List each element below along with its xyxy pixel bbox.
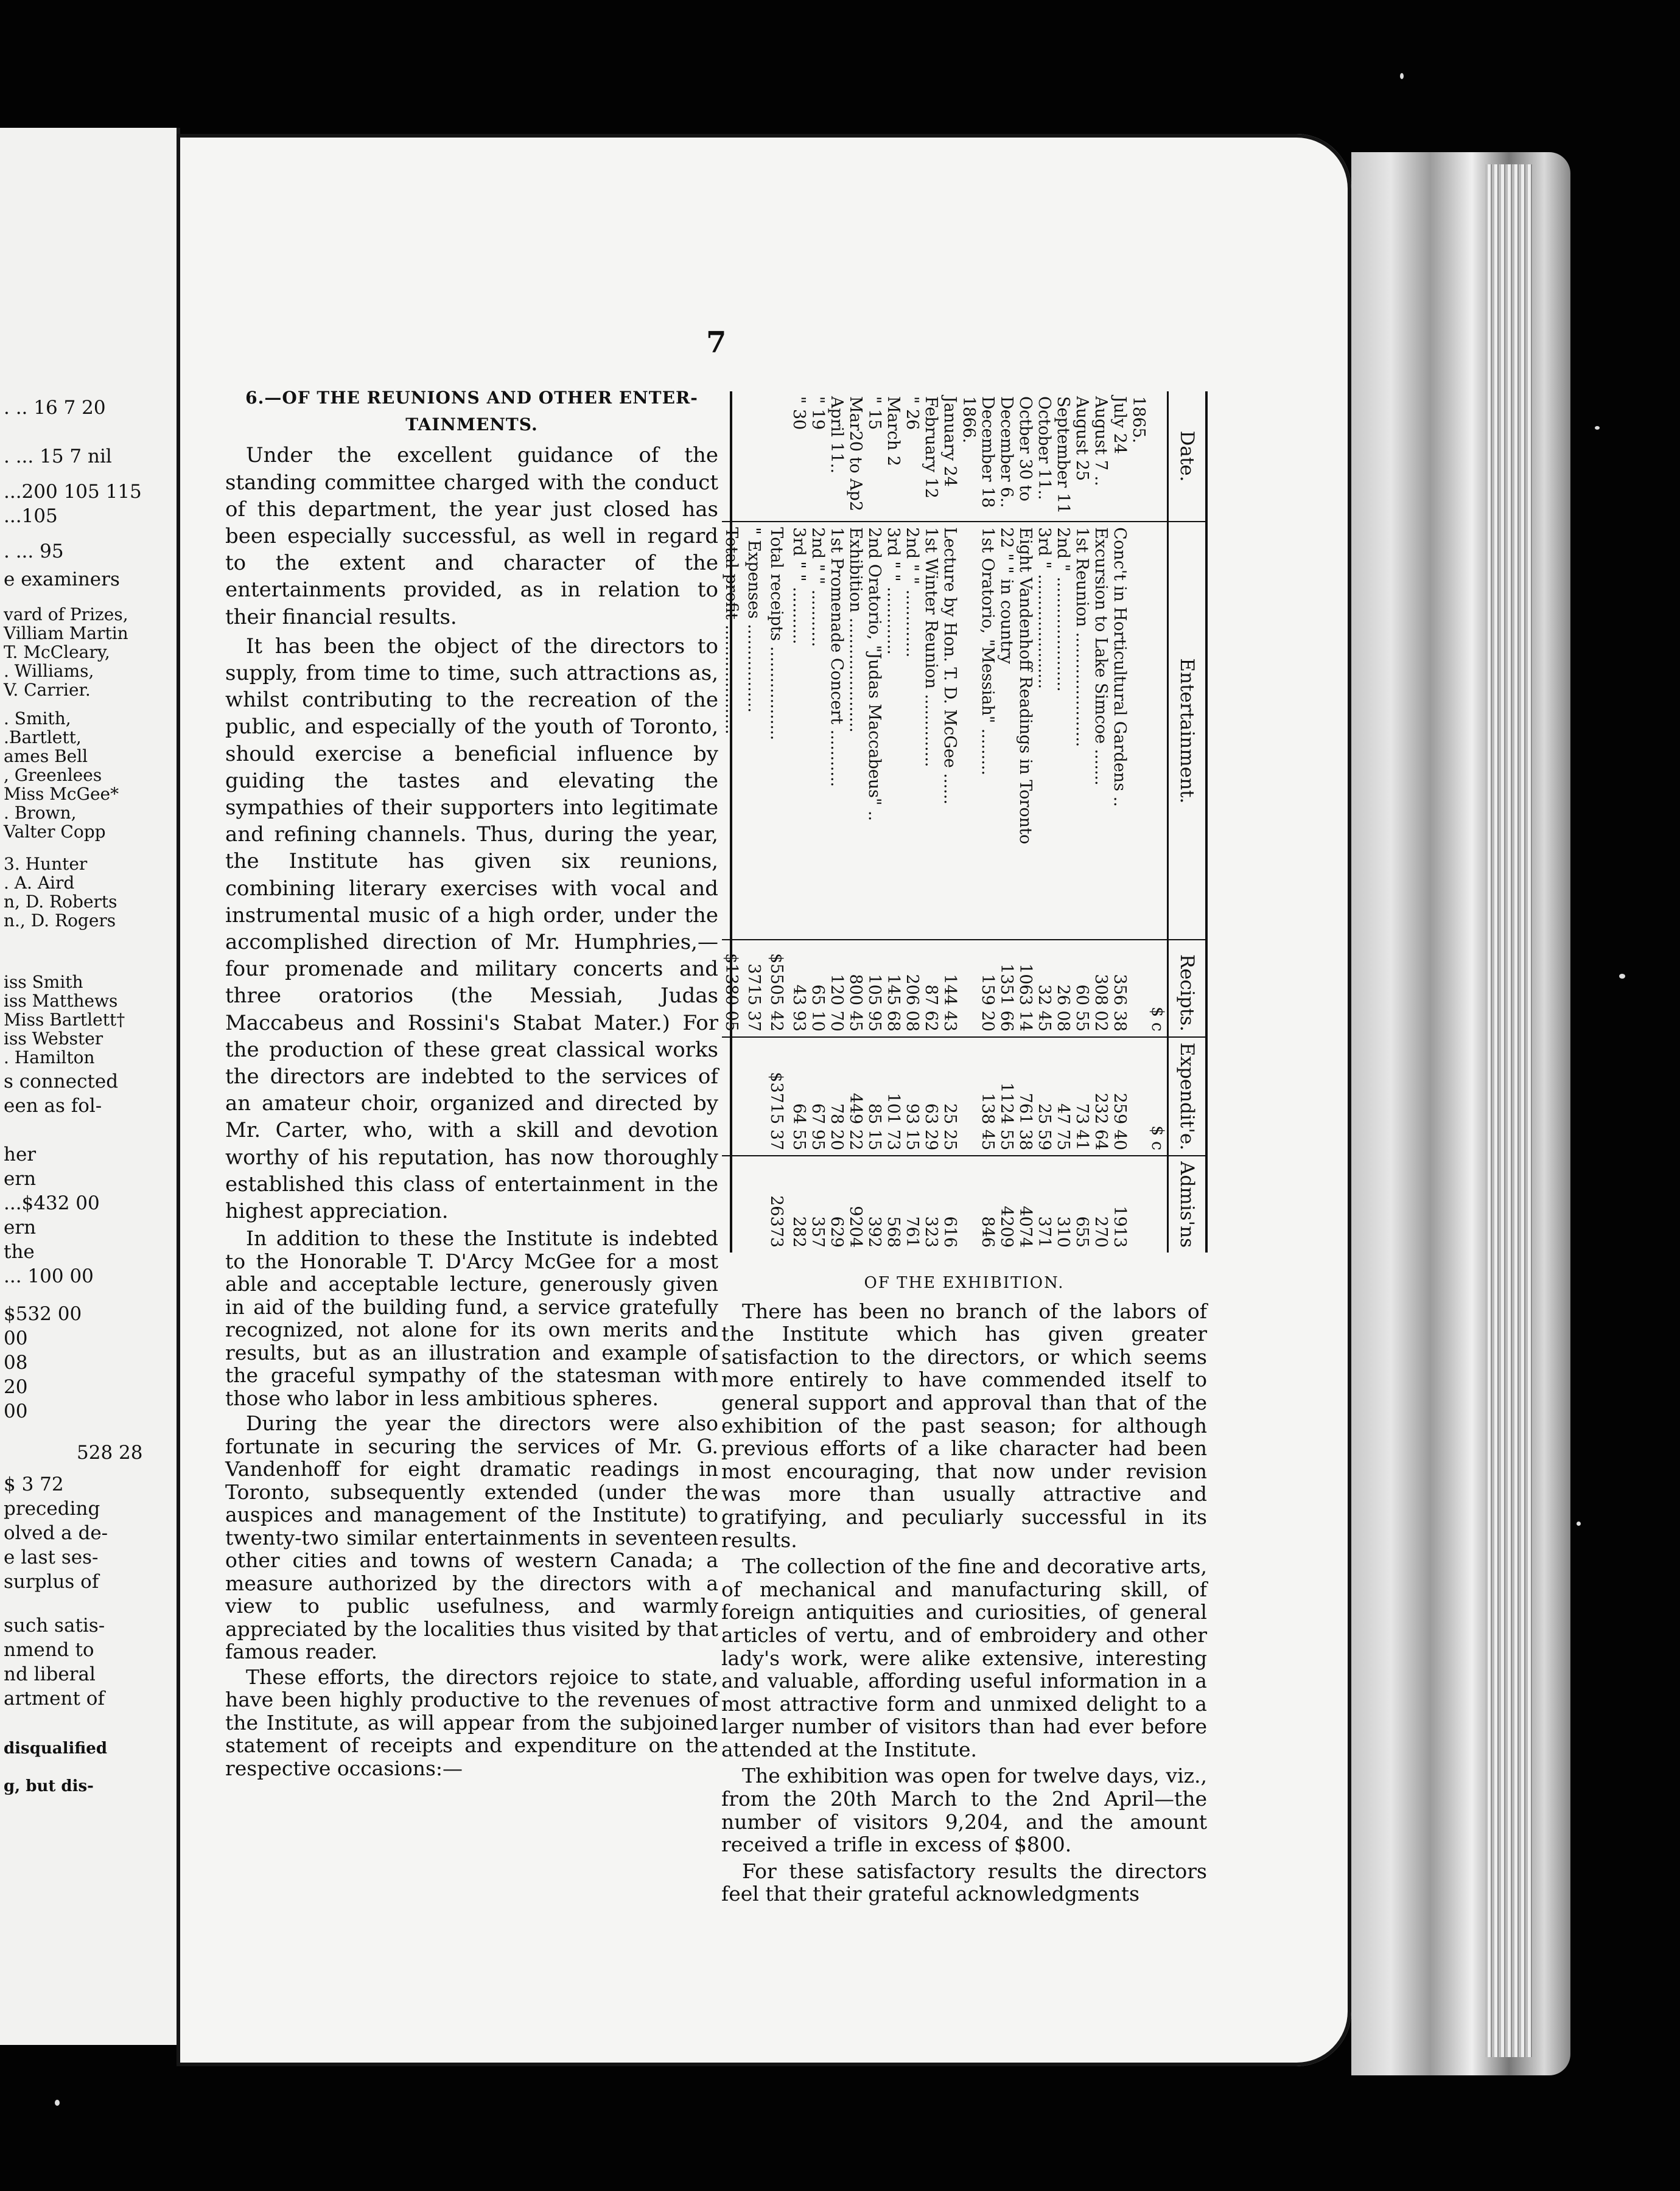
cell-entertainment: 2nd Oratorio, "Judas Maccabeus" ..: [865, 522, 884, 940]
cell-expenditure: 1124 55: [997, 1037, 1016, 1156]
cell-entertainment: 1st Reunion ......................: [1073, 522, 1091, 940]
cell-date: February 12: [922, 391, 940, 522]
cell-receipts: 145 68: [884, 940, 903, 1036]
scan-speck: [1595, 426, 1600, 430]
table-row: [1054, 391, 1073, 1253]
cell-date: January 24: [940, 391, 959, 522]
cell-date: " 30: [789, 391, 808, 522]
table-row: [903, 391, 922, 1253]
left-line: .Bartlett,: [4, 727, 82, 747]
cell-date: July 24: [1110, 391, 1129, 522]
left-line: Miss McGee*: [4, 784, 119, 804]
cell-expenditure: 64 55: [789, 1037, 808, 1156]
left-line: s connected: [4, 1071, 119, 1092]
cell-admissions: 4209: [997, 1206, 1016, 1248]
cell-receipts: 60 55: [1073, 940, 1091, 1036]
cell-entertainment: Total receipts ..................: [767, 522, 789, 940]
table-row: [884, 391, 903, 1253]
cell-date: September 11: [1054, 391, 1073, 522]
left-line: V. Carrier.: [4, 680, 91, 700]
left-page-lines: [4, 396, 142, 1798]
exhibition-section: [721, 1272, 1207, 1906]
table-row: [1091, 391, 1110, 1253]
table-row: [1016, 391, 1035, 1253]
cell-admissions: 629: [827, 1216, 846, 1248]
cell-entertainment: 3rd " " ...........: [789, 522, 808, 940]
cell-date: " 15: [865, 391, 884, 522]
cell-receipts: 308 02: [1091, 940, 1110, 1036]
left-line: n., D. Rogers: [4, 910, 116, 931]
left-line: ames Bell: [4, 746, 88, 766]
cell-receipts: 43 93: [789, 940, 808, 1036]
cell-expenditure: 25 25: [940, 1037, 959, 1156]
cell-date: [722, 391, 744, 522]
cell-date: " 19: [808, 391, 827, 522]
table-summary-row: [722, 391, 744, 1253]
cell-date: Octber 30 to: [1016, 391, 1035, 522]
table-row: [1073, 391, 1091, 1253]
scan-speck: [1577, 1522, 1581, 1526]
table-summary-row: [767, 391, 789, 1253]
cell-expenditure: 761 38: [1016, 1037, 1035, 1156]
left-line: . Smith,: [4, 708, 71, 729]
table-row: [1035, 391, 1054, 1253]
table-row: [959, 391, 978, 1253]
table-row: [940, 391, 959, 1253]
cell-entertainment: 1st Promenade Concert ...........: [827, 522, 846, 940]
exhibition-paragraph: The collection of the fine and decorative arts, of mechanical and manufacturing skill, of foreign antiquities and curiosities, of general articles of vertu, and of embroidery and other lady's work, were alike extensive, interesting and valuable, affording useful information in a most attractive form and unmixed delight to a larger number of visitors than had ever before attended at the Institute.: [721, 1554, 1207, 1761]
section-paragraph: It has been the object of the directors to supply, from time to time, such attractions as, whilst contributing to the recreation of the public, and especially of the youth of Toronto, should exercise a beneficial influence by guiding the tastes and elevating the sympathies of their supporters into legitimate and refining channels. Thus, during the year, the Institute has given six reunions, combining literary exercises with vocal and instrumental music of a high order, under the accomplished direction of Mr. Humphries,—four promenade and military concerts and three oratorios (the Messiah, Judas Maccabeus and Rossini's Stabat Mater.) For the production of these great classical works the directors are indebted to the services of an amateur choir, organized and directed by Mr. Carter, who, with a skill and devotion worthy of his reputation, has now thoroughly established this class of entertainment in the highest appreciation.: [225, 634, 718, 1224]
left-line: . ... 15 7 nil: [4, 446, 112, 467]
cell-admissions: 323: [922, 1216, 940, 1248]
section-paragraph: During the year the directors were also fortunate in securing the services of Mr. G. Vandenhoff for eight dramatic readings in Toronto, subsequently extended (under the auspices and management of the Institute) to twenty-two similar entertainments in seventeen other cities and towns of western Canada; a measure authorized by the directors with a view to public usefulness, and warmly appreciated by the localities thus visited by that famous reader.: [225, 1411, 718, 1664]
cell-entertainment: 3rd " " .............: [884, 522, 903, 940]
left-line: 00: [4, 1327, 28, 1349]
cell-expenditure: [722, 1037, 744, 1156]
cell-expenditure: 259 40: [1110, 1037, 1129, 1156]
page-edges: [1485, 164, 1534, 2057]
cell-entertainment: Exhibition ......................: [846, 522, 865, 940]
table-row: [865, 391, 884, 1253]
left-line: surplus of: [4, 1571, 99, 1593]
left-line: 528 28: [77, 1442, 143, 1464]
header-admissions: Admis'ns: [1168, 1156, 1206, 1253]
cell-admissions: 9204: [846, 1206, 865, 1248]
cell-receipts: 800 45: [846, 940, 865, 1036]
cell-date: August 7 ..: [1091, 391, 1110, 522]
table-row: [789, 391, 808, 1253]
cell-entertainment: 1st Winter Reunion ..............: [922, 522, 940, 940]
book-spine: [1351, 152, 1570, 2075]
cell-date: August 25: [1073, 391, 1091, 522]
cell-admissions: 357: [808, 1216, 827, 1248]
left-line: een as fol-: [4, 1095, 102, 1117]
cell-expenditure: 73 41: [1073, 1037, 1091, 1156]
cell-receipts: 26 08: [1054, 940, 1073, 1036]
left-line: ...200 105 115: [4, 481, 142, 503]
cell-expenditure: [1129, 1037, 1148, 1156]
cell-expenditure: [744, 1037, 767, 1156]
cell-admissions: [1129, 1156, 1148, 1253]
page-number: 7: [706, 326, 727, 360]
cell-entertainment: [959, 522, 978, 940]
table-row: [808, 391, 827, 1253]
left-line: . Brown,: [4, 803, 77, 823]
cell-date: Mar20 to Ap2: [846, 391, 865, 522]
table-row: [997, 391, 1016, 1253]
cell-admissions: 392: [865, 1216, 884, 1248]
left-line: iss Smith: [4, 972, 83, 992]
cell-entertainment: Total profit .....................: [722, 522, 744, 940]
cell-date: April 11..: [827, 391, 846, 522]
left-line: 00: [4, 1400, 28, 1422]
left-line: ...$432 00: [4, 1192, 100, 1214]
cell-entertainment: Excursion to Lake Simcoe .......: [1091, 522, 1110, 940]
table-summary-row: [744, 391, 767, 1253]
left-line: ... 100 00: [4, 1265, 94, 1287]
left-line: Valter Copp: [4, 822, 106, 842]
cell-admissions: [722, 1156, 744, 1253]
cell-receipts: 1351 66: [997, 940, 1016, 1036]
cell-admissions: 270: [1091, 1216, 1110, 1248]
cell-entertainment: " Expenses .................: [744, 522, 767, 940]
left-line: the: [4, 1241, 35, 1263]
cell-receipts: 87 62: [922, 940, 940, 1036]
left-line: her: [4, 1144, 37, 1165]
receipts-table: [722, 391, 1208, 1253]
table-row: [827, 391, 846, 1253]
cell-expenditure: [959, 1037, 978, 1156]
cell-expenditure: 101 73: [884, 1037, 903, 1156]
left-line: $532 00: [4, 1303, 82, 1325]
cell-receipts: [959, 940, 978, 1036]
cell-admissions: 371: [1035, 1216, 1054, 1248]
cell-date: March 2: [884, 391, 903, 522]
left-line: iss Webster: [4, 1029, 103, 1049]
left-line: iss Matthews: [4, 991, 118, 1011]
table-units-row: [1148, 391, 1168, 1253]
table-row: [922, 391, 940, 1253]
exhibition-paragraph: For these satisfactory results the directors feel that their grateful acknowledgments: [721, 1859, 1207, 1906]
cell-date: October 11..: [1035, 391, 1054, 522]
exhibition-paragraph: The exhibition was open for twelve days, viz., from the 20th March to the 2nd April—the number of visitors 9,204, and the amount received a trifle in excess of $800.: [721, 1764, 1207, 1857]
section-heading: 6.—OF THE REUNIONS AND OTHER ENTER-TAINMENTS.: [245, 388, 698, 435]
cell-expenditure: 63 29: [922, 1037, 940, 1156]
left-line: olved a de-: [4, 1522, 108, 1544]
left-line: e last ses-: [4, 1546, 99, 1568]
left-line: n, D. Roberts: [4, 892, 117, 912]
cell-date: [767, 391, 789, 522]
cell-receipts: 32 45: [1035, 940, 1054, 1036]
exhibition-paragraph: There has been no branch of the labors of the Institute which has given greater satisfaction to the directors, or which seems more entirely to have commended itself to general support and approval than that of the exhibition of the past season; for although previous efforts of a like character had been most encouraging, that now under revision was more than usually attractive and gratifying, and peculiarly successful in its results.: [721, 1299, 1207, 1552]
cell-receipts: 206 08: [903, 940, 922, 1036]
cell-admissions: 4074: [1016, 1206, 1035, 1248]
cell-receipts: 159 20: [978, 940, 997, 1036]
header-receipts: Recipts.: [1168, 940, 1206, 1036]
cell-admissions: 568: [884, 1216, 903, 1248]
left-line: vard of Prizes,: [4, 604, 128, 624]
left-line: g, but dis-: [4, 1777, 94, 1795]
cell-expenditure: 93 15: [903, 1037, 922, 1156]
left-line: T. McCleary,: [4, 642, 110, 662]
cell-admissions: 310: [1054, 1216, 1073, 1248]
cell-admissions: 26373: [767, 1195, 786, 1248]
unit-receipts: $ c: [1148, 940, 1168, 1036]
table-row: [1129, 391, 1148, 1253]
left-line: . ... 95: [4, 540, 64, 562]
cell-expenditure: 138 45: [978, 1037, 997, 1156]
left-line: Miss Bartlett†: [4, 1010, 125, 1030]
cell-entertainment: 1st Oratorio, "Messiah" .........: [978, 522, 997, 940]
cell-expenditure: 47 75: [1054, 1037, 1073, 1156]
cell-entertainment: 3rd " ......................: [1035, 522, 1054, 940]
left-line: 08: [4, 1352, 28, 1374]
left-line: . Williams,: [4, 661, 94, 681]
cell-expenditure: 85 15: [865, 1037, 884, 1156]
cell-expenditure: 449 22: [846, 1037, 865, 1156]
cell-receipts: $1380 05: [722, 940, 744, 1036]
cell-admissions: 846: [978, 1216, 997, 1248]
left-line: e examiners: [4, 568, 120, 590]
header-date: Date.: [1168, 391, 1206, 522]
cell-admissions: 282: [789, 1216, 808, 1248]
cell-date: [744, 391, 767, 522]
receipts-table-rotated: [722, 391, 1208, 1253]
scan-speck: [1619, 974, 1625, 979]
cell-admissions: 1913: [1110, 1206, 1129, 1248]
left-line: . .. 16 7 20: [4, 397, 106, 419]
cell-expenditure: $3715 37: [767, 1037, 789, 1156]
scan-speck: [55, 2100, 60, 2106]
left-line: , Greenlees: [4, 765, 102, 785]
cell-date: 1865.: [1129, 391, 1148, 522]
exhibition-heading: OF THE EXHIBITION.: [864, 1274, 1065, 1292]
left-line: 20: [4, 1376, 28, 1398]
left-line: . Hamilton: [4, 1047, 95, 1068]
cell-expenditure: 67 95: [808, 1037, 827, 1156]
cell-receipts: 105 95: [865, 940, 884, 1036]
table-row: [978, 391, 997, 1253]
table-row: [846, 391, 865, 1253]
reunions-section: [225, 385, 718, 1780]
left-line: $ 3 72: [4, 1473, 64, 1495]
left-line: preceding: [4, 1498, 100, 1520]
scan-speck: [1400, 73, 1404, 79]
cell-entertainment: 2nd " ......................: [1054, 522, 1073, 940]
cell-admissions: 761: [903, 1216, 922, 1248]
cell-expenditure: 78 20: [827, 1037, 846, 1156]
left-line: nd liberal: [4, 1663, 96, 1685]
left-line: ...105: [4, 505, 58, 527]
table-row: [1110, 391, 1129, 1253]
cell-expenditure: 232 64: [1091, 1037, 1110, 1156]
cell-receipts: 356 38: [1110, 940, 1129, 1036]
unit-expenditure: $ c: [1148, 1037, 1168, 1156]
cell-receipts: [1129, 940, 1148, 1036]
cell-entertainment: 22 " " in country: [997, 522, 1016, 940]
cell-entertainment: 2nd " " ...........: [808, 522, 827, 940]
left-line: nmend to: [4, 1639, 94, 1661]
cell-entertainment: 2nd " " .............: [903, 522, 922, 940]
cell-entertainment: Eight Vandenhoff Readings in Toronto: [1016, 522, 1035, 940]
left-line: artment of: [4, 1688, 105, 1710]
cell-receipts: $5505 42: [767, 940, 789, 1036]
cell-receipts: 65 10: [808, 940, 827, 1036]
left-line: disqualified: [4, 1739, 108, 1758]
left-line: 3. Hunter: [4, 854, 88, 874]
cell-entertainment: Conc't in Horticultural Gardens ..: [1110, 522, 1129, 940]
table-header-row: [1168, 391, 1206, 1253]
left-line: . A. Aird: [4, 873, 75, 893]
cell-admissions: 616: [940, 1216, 959, 1248]
cell-entertainment: [1129, 522, 1148, 940]
cell-date: 1866.: [959, 391, 978, 522]
cell-date: " 26: [903, 391, 922, 522]
cell-admissions: [959, 1156, 978, 1253]
left-page-fragment: [0, 128, 180, 2045]
cell-expenditure: 25 59: [1035, 1037, 1054, 1156]
header-entertainment: Entertainment.: [1168, 522, 1206, 940]
section-paragraph: Under the excellent guidance of the standing committee charged with the conduct of this department, the year just closed has been especially successful, as well in regard to the extent and character of the entertainments provided, as in relation to their financial results.: [225, 443, 718, 629]
header-expenditure: Expendit'e.: [1168, 1037, 1206, 1156]
cell-receipts: 3715 37: [744, 940, 767, 1036]
section-paragraph: In addition to these the Institute is indebted to the Honorable T. D'Arcy McGee for a most able and acceptable lecture, generously given in aid of the building fund, a service gratefully recognized, not alone for its own merits and results, but as an illustration and example of the graceful sympathy of the statesman with those who labor in less ambitious spheres.: [225, 1226, 718, 1410]
left-line: ern: [4, 1168, 37, 1190]
cell-receipts: 1063 14: [1016, 940, 1035, 1036]
cell-receipts: 120 70: [827, 940, 846, 1036]
cell-date: December 18: [978, 391, 997, 522]
section-paragraph: These efforts, the directors rejoice to state, have been highly productive to the revenues of the Institute, as will appear from the subjoined statement of receipts and expenditure on the respective occasions:—: [225, 1665, 718, 1780]
left-line: such satis-: [4, 1615, 105, 1637]
left-line: ern: [4, 1217, 37, 1239]
cell-entertainment: Lecture by Hon. T. D. McGee ......: [940, 522, 959, 940]
left-line: Villiam Martin: [4, 623, 128, 643]
cell-receipts: 144 43: [940, 940, 959, 1036]
cell-admissions: [744, 1156, 767, 1253]
cell-date: December 6..: [997, 391, 1016, 522]
cell-admissions: 655: [1073, 1216, 1091, 1248]
